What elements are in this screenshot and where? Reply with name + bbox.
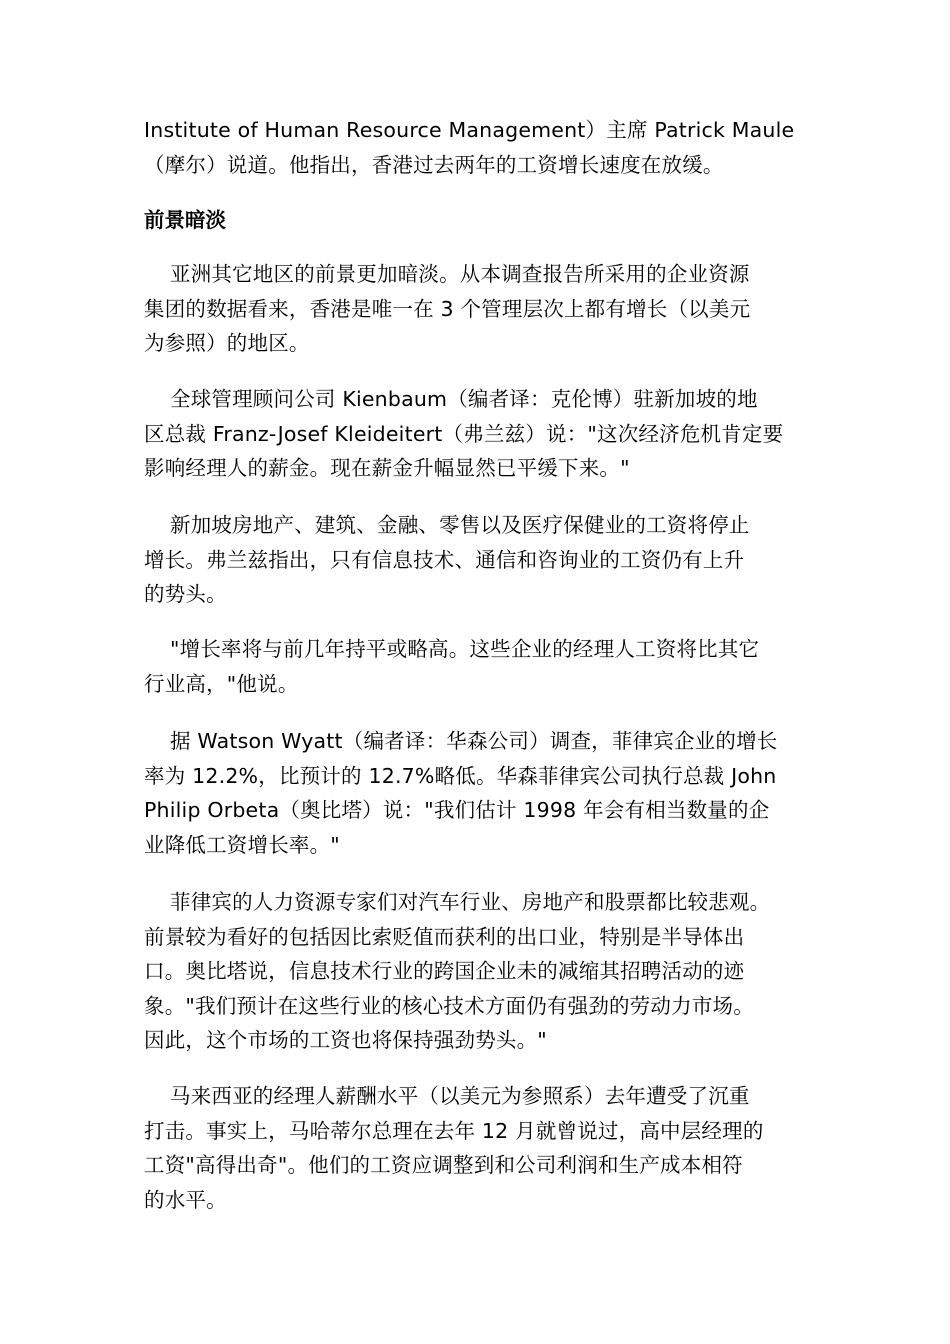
text-line: 行业高，"他说。: [144, 671, 299, 696]
text-line: 亚洲其它地区的前景更加暗淡。从本调查报告所采用的企业资源: [170, 262, 750, 286]
text-line: 为参照）的地区。: [144, 331, 310, 355]
text-line: 增长。弗兰兹指出，只有信息技术、通信和咨询业的工资仍有上升: [144, 547, 745, 572]
text-line: 菲律宾的人力资源专家们对汽车行业、房地产和股票都比较悲观。: [170, 890, 771, 914]
text-line: 全球管理顾问公司 Kienbaum（编者译：克伦博）驻新加坡的地: [170, 387, 758, 411]
paragraph-1: [144, 257, 824, 361]
paragraph-4: [144, 632, 824, 701]
paragraph-5: [144, 724, 824, 862]
text-line: 打击。事实上，马哈蒂尔总理在去年 12 月就曾说过，高中层经理的: [144, 1118, 764, 1143]
paragraph-intro: [144, 113, 824, 182]
paragraph-3: [144, 508, 824, 612]
text-line: 象。"我们预计在这些行业的核心技术方面仍有强劲的劳动力市场。: [144, 993, 754, 1018]
paragraph-7: [144, 1079, 824, 1217]
text-line: 的水平。: [144, 1187, 227, 1212]
text-line: 业降低工资增长率。": [144, 832, 340, 857]
text-line: （摩尔）说道。他指出，香港过去两年的工资增长速度在放缓。: [144, 152, 724, 177]
text-line: 因此，这个市场的工资也将保持强劲势头。": [144, 1028, 547, 1052]
text-line: 新加坡房地产、建筑、金融、零售以及医疗保健业的工资将停止: [170, 513, 750, 537]
text-line: 口。奥比塔说，信息技术行业的跨国企业未的减缩其招聘活动的迹: [144, 959, 745, 983]
text-line: 前景较为看好的包括因比索贬值而获利的出口业，特别是半导体出: [144, 924, 745, 949]
section-heading: 前景暗淡: [144, 208, 226, 232]
text-line: 的势头。: [144, 582, 227, 606]
text-line: 马来西亚的经理人薪酬水平（以美元为参照系）去年遭受了沉重: [170, 1084, 750, 1108]
text-line: 影响经理人的薪金。现在薪金升幅显然已平缓下来。": [144, 456, 630, 480]
text-line: "增长率将与前几年持平或略高。这些企业的经理人工资将比其它: [170, 637, 760, 661]
text-line: Philip Orbeta（奥比塔）说："我们估计 1998 年会有相当数量的企: [144, 798, 770, 822]
paragraph-2: [144, 382, 824, 486]
text-line: 区总裁 Franz-Josef Kleideitert（弗兰兹）说："这次经济危机肯定要: [144, 421, 784, 446]
text-line: 率为 12.2%，比预计的 12.7%略低。华森菲律宾公司执行总裁 John: [144, 763, 777, 788]
text-line: 工资"高得出奇"。他们的工资应调整到和公司利润和生产成本相符: [144, 1153, 743, 1177]
text-line: 集团的数据看来，香港是唯一在 3 个管理层次上都有增长（以美元: [144, 296, 751, 321]
paragraph-6: [144, 885, 824, 1058]
text-line: 据 Watson Wyatt（编者译：华森公司）调查，菲律宾企业的增长: [170, 729, 778, 753]
text-line: Institute of Human Resource Management）主席 Patrick Maule: [144, 118, 795, 142]
